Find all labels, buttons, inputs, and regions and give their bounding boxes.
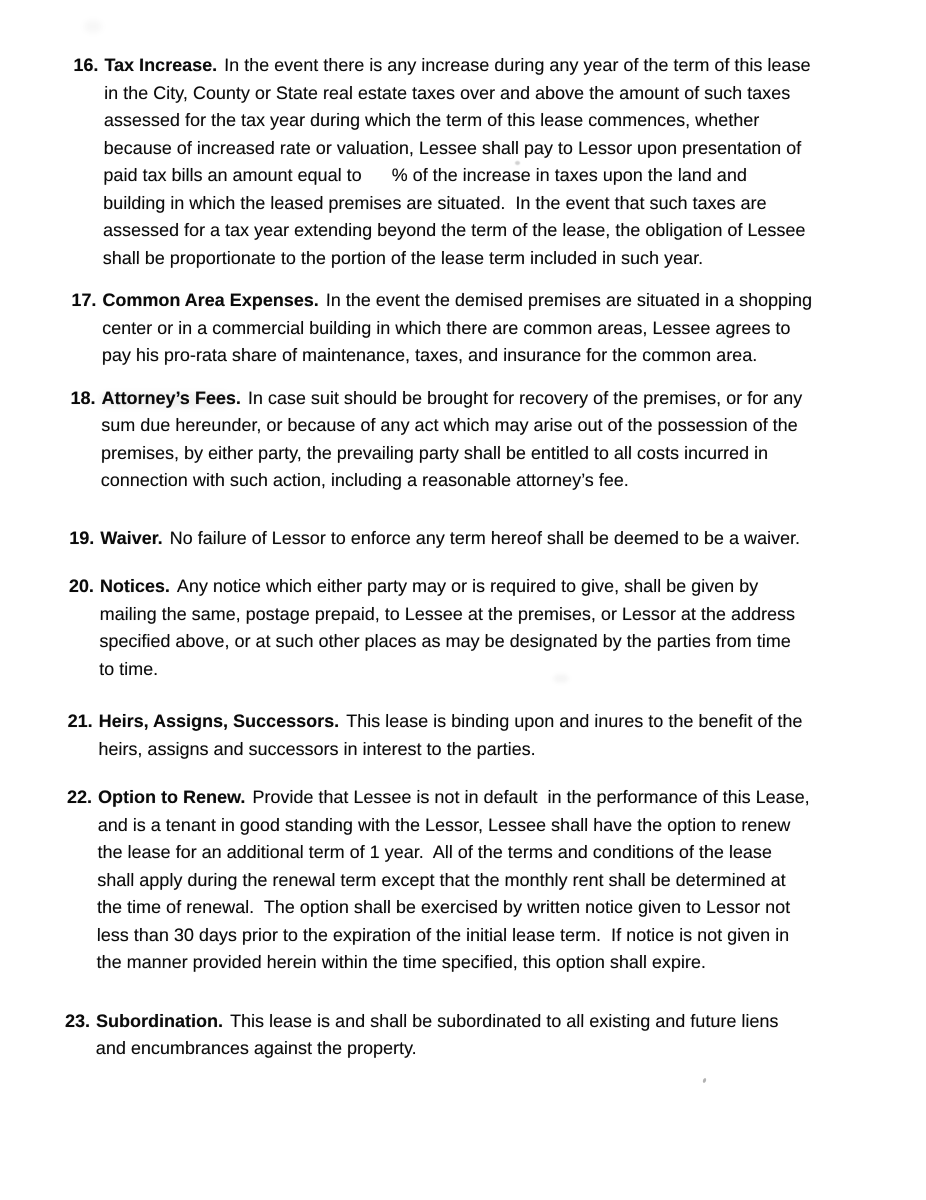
clause-line: center or in a commercial building in which there are common areas, Lessee agrees to [102,317,791,338]
clause-line [98,784,879,812]
clause-body [101,385,883,495]
clause-body [96,1008,877,1063]
lease-clause [70,385,883,495]
clause-line: premises, by either party, the prevailing party shall be entitled to all costs incurred in [100,442,769,463]
clause-first-line-text: In case suit should be brought for recovery of the premises, or for any [247,387,803,408]
clause-line: to time. [99,658,159,679]
clause-line: connection with such action, including a reasonable attorney’s fee. [100,470,629,490]
clause-line: assessed for the tax year during which the term of this lease commences, whether [103,110,760,130]
clause-line: less than 30 days prior to the expiration of the initial lease term. If notice is not given in [96,924,790,945]
clause-line: the lease for an additional term of 1 year. All of the terms and conditions of the lease [97,842,773,862]
lease-clause [65,784,879,977]
clause-number: 22. [66,787,93,807]
clause-line: shall be proportionate to the portion of the lease term included in such year. [102,247,704,268]
clause-first-line-text: In the event the demised premises are situated in a shopping [325,290,813,310]
lease-clause [68,573,881,683]
clause-line: the manner provided herein within the time specified, this option shall expire. [96,952,707,972]
clause-line: pay his pro-rata share of maintenance, taxes, and insurance for the common area. [101,345,758,365]
clause-line [100,525,881,553]
clause-heading: Subordination. [96,1010,224,1031]
clause-line [99,708,880,736]
clause-number: 18. [70,387,96,408]
clause-line: building in which the leased premises are situated. In the event that such taxes are [103,192,767,213]
lease-clause [67,708,879,763]
clause-line: shall apply during the renewal term except that the monthly rent shall be determined at [97,869,786,890]
clause-body [100,525,881,553]
clause-line: in the City, County or State real estate taxes over and above the amount of such taxes [104,82,791,103]
clause-first-line-text: This lease is and shall be subordinated to all existing and future liens [229,1010,779,1031]
clause-first-line-text: Provide that Lessee is not in default in the performance of this Lease, [252,787,810,807]
clause-number: 20. [68,576,95,596]
clause-line: the time of renewal. The option shall be exercised by written notice given to Lessor not [96,897,791,917]
clause-body [102,287,884,370]
clause-number: 19. [69,527,95,548]
clause-line: sum due hereunder, or because of any act which may arise out of the possession of the [101,415,798,435]
clause-line: and encumbrances against the property. [95,1038,417,1058]
scan-speck [702,1078,707,1084]
lease-clause [69,525,881,553]
clause-first-line-text: Any notice which either party may or is required to give, shall be given by [176,576,759,596]
clause-heading: Heirs, Assigns, Successors. [98,711,340,731]
clause-line [102,287,883,315]
clause-first-line-text: In the event there is any increase during any year of the term of this lease [224,55,811,75]
clause-line [101,385,882,413]
clause-first-line-text: No failure of Lessor to enforce any term hereof shall be deemed to be a waiver. [169,527,801,548]
lease-clause [71,287,884,370]
clause-heading: Notices. [99,576,171,596]
clause-heading: Tax Increase. [104,55,218,75]
clause-number: 23. [65,1010,91,1031]
clause-heading: Attorney’s Fees. [101,387,242,408]
clause-body [103,52,886,272]
clause-line: mailing the same, postage prepaid, to Lessee at the premises, or Lessor at the address [99,603,796,624]
lease-clause [72,52,886,272]
lease-clause [65,1008,877,1063]
clause-heading: Common Area Expenses. [102,290,319,310]
clause-body [99,573,881,683]
clause-line [96,1008,877,1036]
clause-body [96,784,879,977]
clause-line: paid tax bills an amount equal to % of the increase in taxes upon the land and [103,165,747,185]
clause-number: 16. [73,55,99,75]
clause-line [104,52,885,80]
clause-heading: Waiver. [100,527,163,548]
clause-number: 17. [71,290,97,310]
clause-body [98,708,879,763]
clause-heading: Option to Renew. [97,787,246,807]
clause-line [100,573,881,601]
clause-line: specified above, or at such other places as may be designated by the parties from time [99,631,791,651]
clause-line: and is a tenant in good standing with the Lessor, Lessee shall have the option to renew [97,814,791,835]
clause-first-line-text: This lease is binding upon and inures to the benefit of the [346,711,803,731]
clause-line: assessed for a tax year extending beyond the term of the lease, the obligation of Lessee [102,220,806,240]
clause-number: 21. [67,711,93,731]
clause-line: because of increased rate or valuation, Lessee shall pay to Lessor upon presentation of [103,137,802,158]
clause-list [65,52,886,1063]
clause-line: heirs, assigns and successors in interest to the parties. [98,738,536,759]
